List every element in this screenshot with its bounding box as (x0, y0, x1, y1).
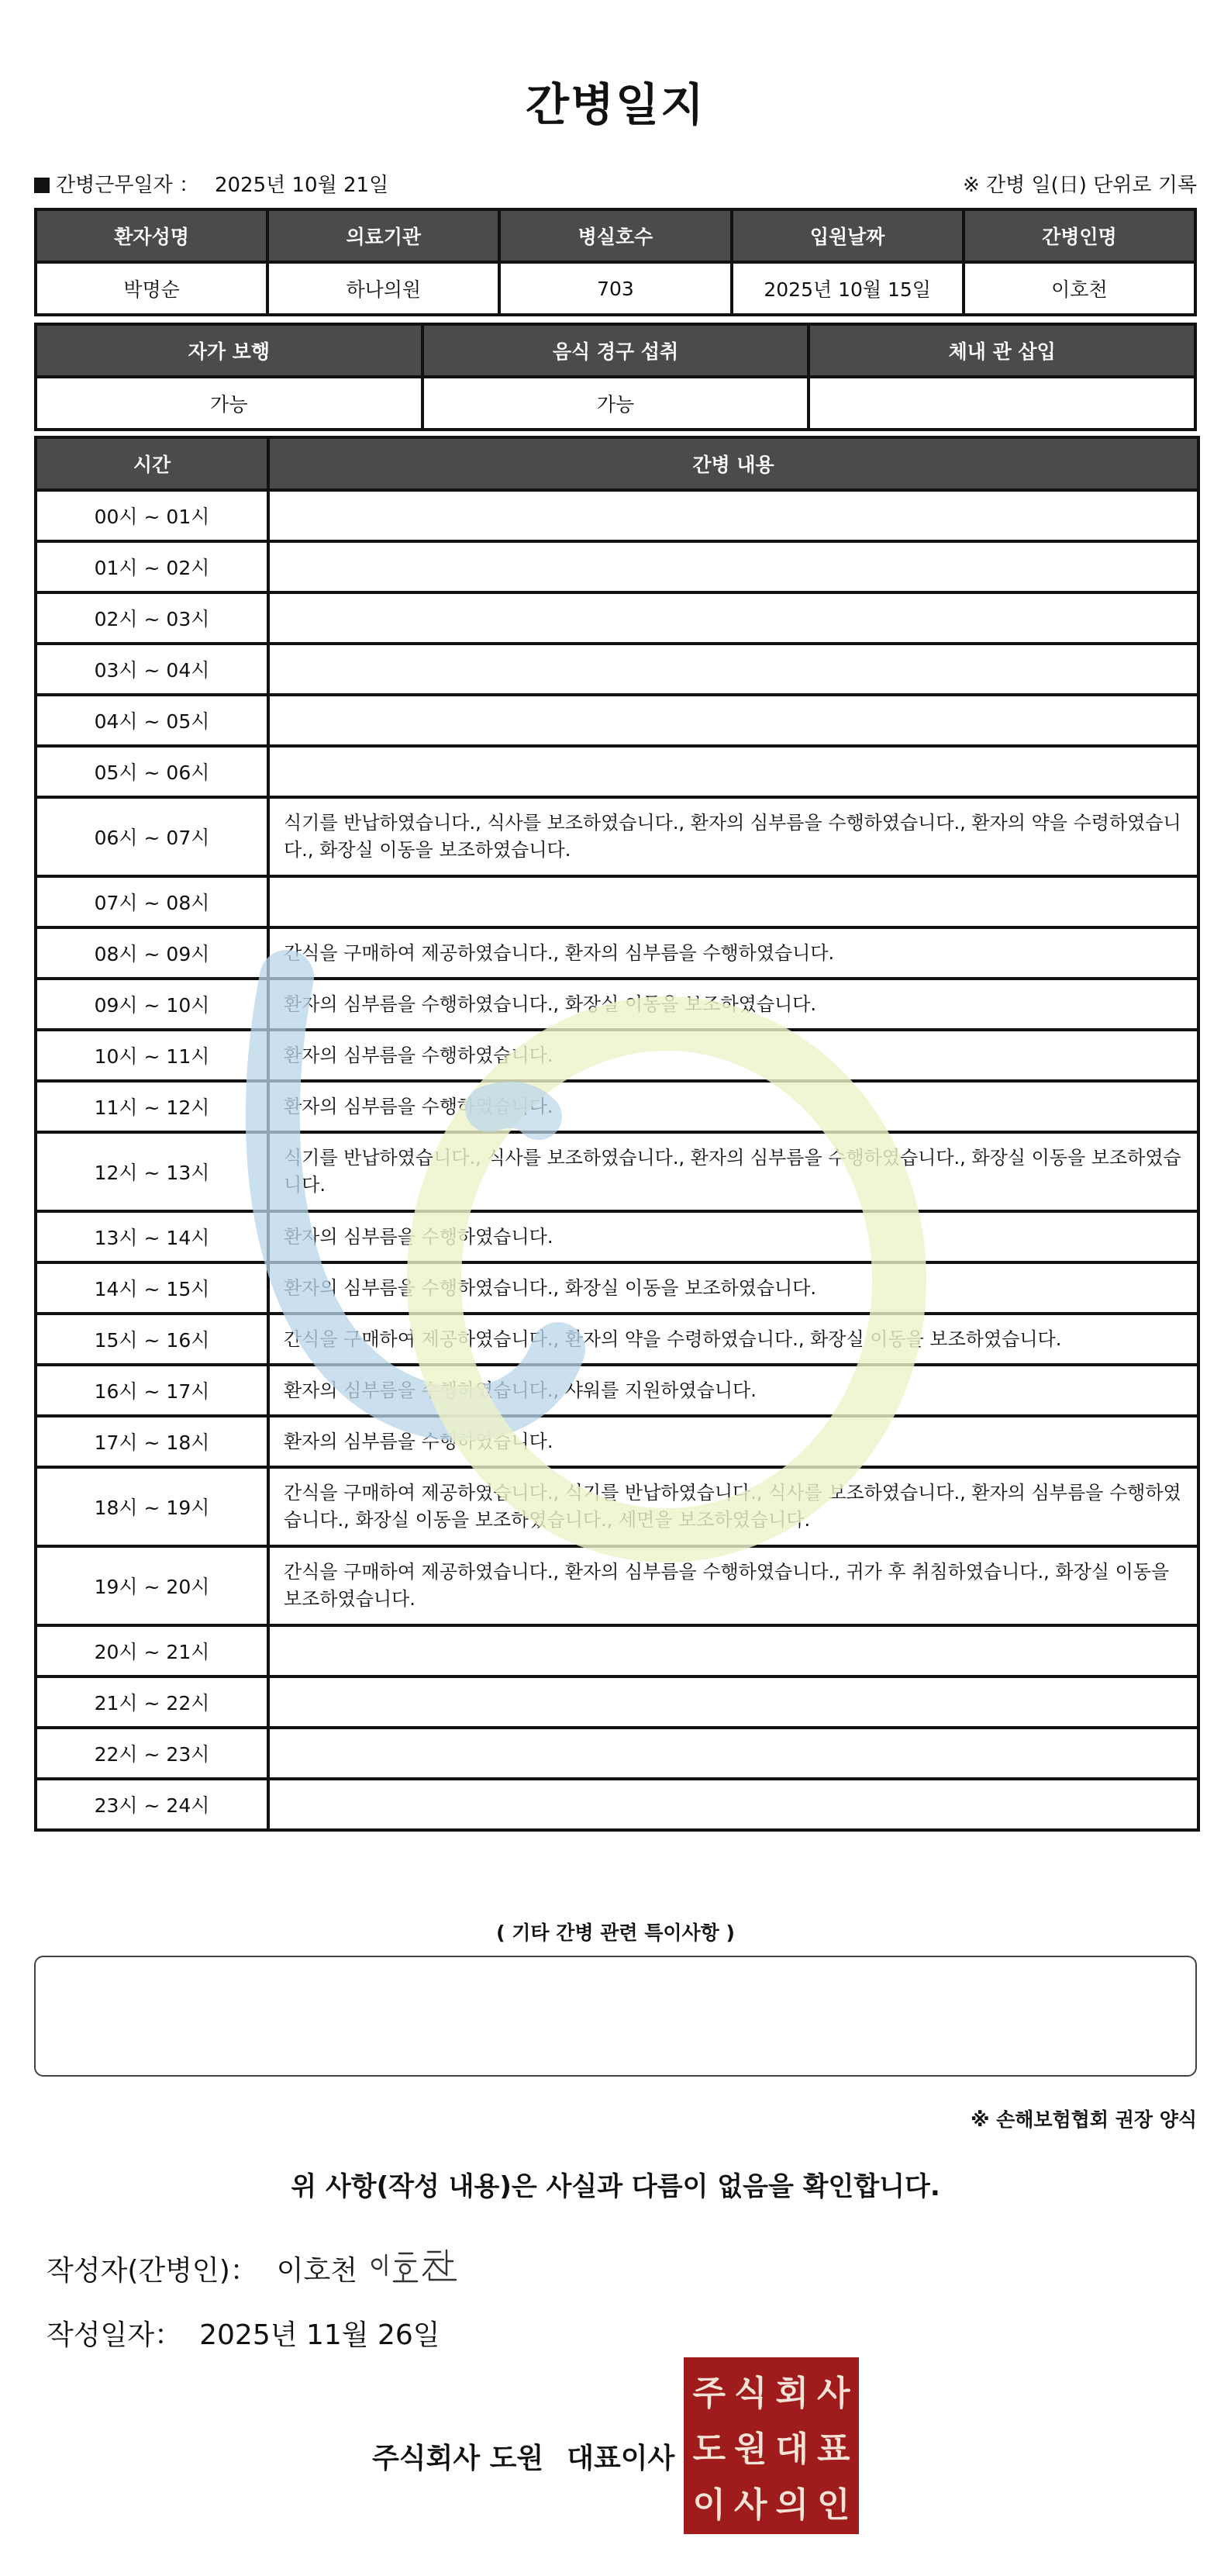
log-time: 21시 ~ 22시 (36, 1676, 268, 1728)
company-seal (684, 2357, 859, 2534)
log-content (268, 695, 1198, 746)
log-time: 23시 ~ 24시 (36, 1779, 268, 1830)
log-content (268, 1625, 1198, 1676)
log-header-content: 간병 내용 (268, 437, 1198, 490)
log-row (36, 746, 1198, 797)
log-row (36, 592, 1198, 644)
log-content (268, 1728, 1198, 1779)
log-row (36, 1211, 1198, 1262)
info-header: 입원날짜 (732, 209, 964, 262)
writer-name: 이호천 (276, 2255, 358, 2287)
log-row (36, 1030, 1198, 1081)
log-content: 환자의 심부름을 수행하였습니다. (268, 1211, 1198, 1262)
log-content (268, 1779, 1198, 1830)
log-content (268, 644, 1198, 695)
square-bullet-icon (34, 178, 50, 193)
log-time: 04시 ~ 05시 (36, 695, 268, 746)
patient-name: 박명순 (36, 262, 267, 315)
log-time: 05시 ~ 06시 (36, 746, 268, 797)
log-time: 14시 ~ 15시 (36, 1262, 268, 1314)
log-time: 09시 ~ 10시 (36, 979, 268, 1030)
seal-character: 사 (816, 2374, 850, 2413)
log-row (36, 1081, 1198, 1132)
seal-character: 이 (692, 2485, 726, 2525)
page-title: 간병일지 (525, 78, 706, 131)
special-notes-box (34, 1956, 1197, 2077)
status-header: 체내 관 삽입 (809, 324, 1195, 377)
log-content: 간식을 구매하여 제공하였습니다., 환자의 심부름을 수행하였습니다., 귀가 후 취침하였습니다., 화장실 이동을 보조하였습니다. (268, 1546, 1198, 1625)
log-content: 간식을 구매하여 제공하였습니다., 환자의 심부름을 수행하였습니다. (268, 927, 1198, 979)
log-time: 20시 ~ 21시 (36, 1625, 268, 1676)
log-row (36, 1625, 1198, 1676)
seal-character: 주 (692, 2374, 726, 2413)
seal-character: 대 (775, 2429, 809, 2469)
log-time: 18시 ~ 19시 (36, 1467, 268, 1546)
company-role: 대표이사 (567, 2443, 675, 2474)
room-number: 703 (499, 262, 731, 315)
log-row (36, 1262, 1198, 1314)
log-time: 11시 ~ 12시 (36, 1081, 268, 1132)
log-row (36, 695, 1198, 746)
log-content: 환자의 심부름을 수행하였습니다., 샤워를 지원하였습니다. (268, 1365, 1198, 1416)
log-time: 00시 ~ 01시 (36, 490, 268, 541)
log-content (268, 490, 1198, 541)
log-content (268, 746, 1198, 797)
log-content (268, 592, 1198, 644)
log-row (36, 1314, 1198, 1365)
handwritten-signature (364, 2241, 481, 2288)
seal-character: 의 (775, 2485, 809, 2525)
writer-label: 작성자(간병인)： (47, 2255, 258, 2287)
log-content: 식기를 반납하였습니다., 식사를 보조하였습니다., 환자의 심부름을 수행하였습니다., 화장실 이동을 보조하였습니다. (268, 1132, 1198, 1211)
special-notes-title: ( 기타 간병 관련 특이사항 ) (496, 1922, 735, 1944)
log-header-time: 시간 (36, 437, 268, 490)
log-content: 간식을 구매하여 제공하였습니다., 환자의 약을 수령하였습니다., 화장실 이동을 보조하였습니다. (268, 1314, 1198, 1365)
log-row (36, 541, 1198, 592)
write-date-label: 작성일자： (47, 2319, 183, 2351)
log-time: 06시 ~ 07시 (36, 797, 268, 876)
log-row (36, 1416, 1198, 1467)
info-header: 의료기관 (267, 209, 499, 262)
log-row (36, 1467, 1198, 1546)
caregiver-name: 이호천 (964, 262, 1195, 315)
log-time: 15시 ~ 16시 (36, 1314, 268, 1365)
patient-status-table (34, 323, 1197, 431)
log-content: 환자의 심부름을 수행하였습니다. (268, 1416, 1198, 1467)
info-header: 간병인명 (964, 209, 1195, 262)
patient-info-table (34, 208, 1197, 316)
log-time: 01시 ~ 02시 (36, 541, 268, 592)
log-content: 환자의 심부름을 수행하였습니다., 화장실 이동을 보조하였습니다. (268, 979, 1198, 1030)
log-row (36, 1676, 1198, 1728)
tube-insertion-status (809, 377, 1195, 430)
log-row (36, 1546, 1198, 1625)
log-time: 10시 ~ 11시 (36, 1030, 268, 1081)
hospital-name: 하나의원 (267, 262, 499, 315)
log-content: 환자의 심부름을 수행하였습니다., 화장실 이동을 보조하였습니다. (268, 1262, 1198, 1314)
info-header: 병실호수 (499, 209, 731, 262)
status-header: 음식 경구 섭취 (422, 324, 809, 377)
log-row (36, 490, 1198, 541)
log-row (36, 927, 1198, 979)
unit-note: ※ 간병 일(日) 단위로 기록 (962, 174, 1197, 197)
seal-character: 회 (775, 2374, 809, 2413)
work-date: 2025년 10월 21일 (214, 174, 389, 197)
log-row (36, 876, 1198, 927)
seal-character: 도 (692, 2429, 726, 2469)
write-date: 2025년 11월 26일 (199, 2319, 440, 2351)
status-header: 자가 보행 (36, 324, 422, 377)
log-time: 17시 ~ 18시 (36, 1416, 268, 1467)
log-content (268, 541, 1198, 592)
log-time: 03시 ~ 04시 (36, 644, 268, 695)
company-name: 주식회사 도원 (372, 2443, 544, 2474)
log-content (268, 1676, 1198, 1728)
company-line (372, 2436, 674, 2476)
log-row (36, 1132, 1198, 1211)
log-time: 07시 ~ 08시 (36, 876, 268, 927)
log-content: 식기를 반납하였습니다., 식사를 보조하였습니다., 환자의 심부름을 수행하였습니다., 환자의 약을 수령하였습니다., 화장실 이동을 보조하였습니다. (268, 797, 1198, 876)
log-row (36, 644, 1198, 695)
writer-line (47, 2249, 357, 2288)
seal-character: 식 (733, 2374, 767, 2413)
recommend-note: ※ 손해보험협회 권장 양식 (971, 2108, 1197, 2131)
log-content (268, 876, 1198, 927)
seal-character: 표 (816, 2429, 850, 2469)
log-row (36, 1365, 1198, 1416)
log-time: 16시 ~ 17시 (36, 1365, 268, 1416)
work-date-line (34, 169, 388, 198)
log-time: 12시 ~ 13시 (36, 1132, 268, 1211)
log-time: 19시 ~ 20시 (36, 1546, 268, 1625)
log-row (36, 1779, 1198, 1830)
seal-character: 사 (733, 2485, 767, 2525)
log-time: 02시 ~ 03시 (36, 592, 268, 644)
log-time: 22시 ~ 23시 (36, 1728, 268, 1779)
work-date-label: 간병근무일자 ： (56, 174, 199, 197)
write-date-line (47, 2313, 440, 2353)
log-content: 환자의 심부름을 수행하였습니다. (268, 1030, 1198, 1081)
log-row (36, 797, 1198, 876)
log-content: 환자의 심부름을 수행하였습니다. (268, 1081, 1198, 1132)
info-header: 환자성명 (36, 209, 267, 262)
log-time: 08시 ~ 09시 (36, 927, 268, 979)
seal-character: 원 (733, 2429, 767, 2469)
care-log-table (34, 436, 1200, 1832)
walking-status: 가능 (36, 377, 422, 430)
oral-intake-status: 가능 (422, 377, 809, 430)
log-time: 13시 ~ 14시 (36, 1211, 268, 1262)
seal-character: 인 (816, 2485, 850, 2525)
log-content: 간식을 구매하여 제공하였습니다., 식기를 반납하였습니다., 식사를 보조하였습니다., 환자의 심부름을 수행하였습니다., 화장실 이동을 보조하였습니다., 세면을 보조하였습니다. (268, 1467, 1198, 1546)
confirm-statement: 위 사항(작성 내용)은 사실과 다름이 없음을 확인합니다. (291, 2171, 940, 2202)
admission-date: 2025년 10월 15일 (732, 262, 964, 315)
log-row (36, 979, 1198, 1030)
log-row (36, 1728, 1198, 1779)
